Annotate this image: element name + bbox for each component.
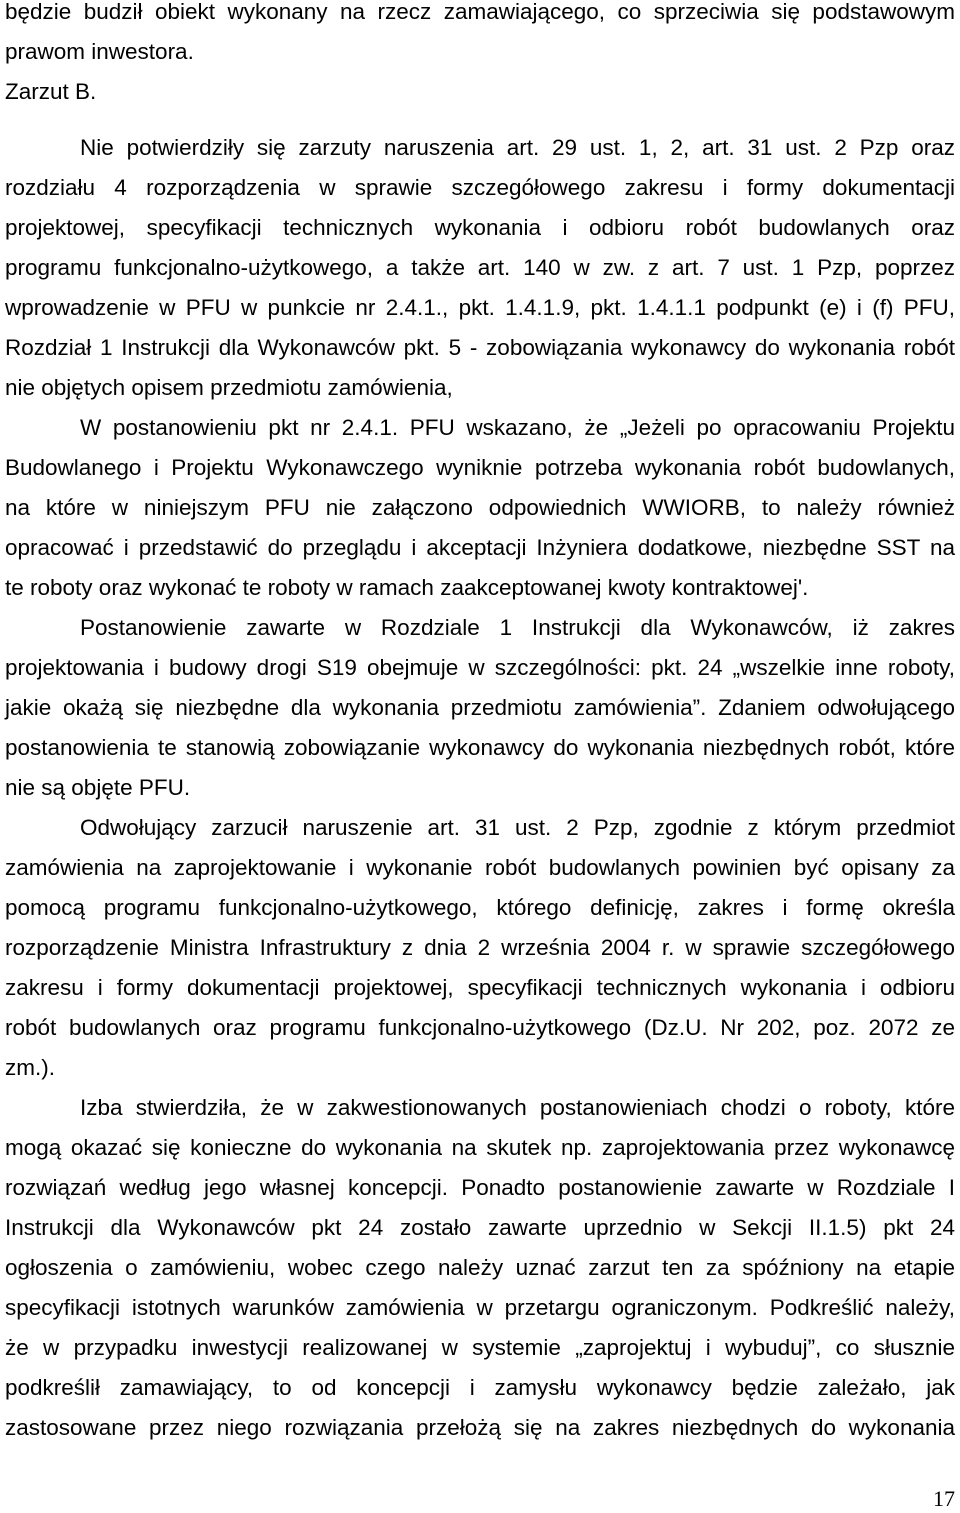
paragraph	[5, 608, 955, 808]
text-line: postanowienia te stanowią zobowiązanie wykonawcy do wykonania niezbędnych robót, które	[5, 735, 955, 760]
text-line: robót budowlanych oraz programu funkcjonalno-użytkowego (Dz.U. Nr 202, poz. 2072 ze	[5, 1015, 955, 1040]
text-line: rozwiązań według jego własnej koncepcji. Ponadto postanowienie zawarte w Rozdziale I	[5, 1175, 955, 1200]
text-line: pomocą programu funkcjonalno-użytkowego, którego definicję, zakres i formę określa	[5, 895, 955, 920]
text-line: Odwołujący zarzucił naruszenie art. 31 ust. 2 Pzp, zgodnie z którym przedmiot	[80, 815, 955, 840]
paragraph	[5, 408, 955, 608]
text-line: specyfikacji istotnych warunków zamówienia w przetargu ograniczonym. Podkreślić należy,	[5, 1295, 955, 1320]
text-line: rozdziału 4 rozporządzenia w sprawie szczegółowego zakresu i formy dokumentacji	[5, 175, 955, 200]
text-line: projektowania i budowy drogi S19 obejmuje w szczególności: pkt. 24 „wszelkie inne roboty,	[5, 655, 955, 680]
text-line: W postanowieniu pkt nr 2.4.1. PFU wskazano, że „Jeżeli po opracowaniu Projektu	[80, 415, 955, 440]
text-line: opracować i przedstawić do przeglądu i akceptacji Inżyniera dodatkowe, niezbędne SST na	[5, 535, 955, 560]
section-heading: Zarzut B.	[5, 79, 97, 104]
text-line: te roboty oraz wykonać te roboty w ramach zaakceptowanej kwoty kontraktowej'.	[5, 575, 809, 600]
text-line: nie objętych opisem przedmiotu zamówienia,	[5, 375, 453, 400]
text-line: Postanowienie zawarte w Rozdziale 1 Instrukcji dla Wykonawców, iż zakres	[80, 615, 955, 640]
paragraph	[5, 1088, 955, 1448]
text-line: Izba stwierdziła, że w zakwestionowanych postanowieniach chodzi o roboty, które	[80, 1095, 955, 1120]
text-line: rozporządzenie Ministra Infrastruktury z dnia 2 września 2004 r. w sprawie szczegółowego	[5, 935, 955, 960]
page-number: 17	[933, 1486, 955, 1511]
text-line: nie są objęte PFU.	[5, 775, 191, 800]
section-heading-block	[5, 72, 955, 112]
text-line: jakie okażą się niezbędne dla wykonania przedmiotu zamówienia”. Zdaniem odwołującego	[5, 695, 955, 720]
text-line: zamówienia na zaprojektowanie i wykonanie robót budowlanych powinien być opisany za	[5, 855, 955, 880]
text-line: będzie budził obiekt wykonany na rzecz zamawiającego, co sprzeciwia się podstawowym	[5, 0, 955, 24]
text-line: podkreślił zamawiający, to od koncepcji i zamysłu wykonawcy będzie zależało, jak	[5, 1375, 955, 1400]
document-body	[5, 0, 955, 1448]
text-line: zm.).	[5, 1055, 55, 1080]
text-line: Budowlanego i Projektu Wykonawczego wyniknie potrzeba wykonania robót budowlanych,	[5, 455, 955, 480]
text-line: mogą okazać się konieczne do wykonania na skutek np. zaprojektowania przez wykonawcę	[5, 1135, 955, 1160]
text-line: zastosowane przez niego rozwiązania przełożą się na zakres niezbędnych do wykonania	[5, 1415, 955, 1440]
text-line: Instrukcji dla Wykonawców pkt 24 zostało zawarte uprzednio w Sekcji II.1.5) pkt 24	[5, 1215, 955, 1240]
text-line: prawom inwestora.	[5, 39, 194, 64]
text-line: projektowej, specyfikacji technicznych wykonania i odbioru robót budowlanych oraz	[5, 215, 955, 240]
text-line: Nie potwierdziły się zarzuty naruszenia art. 29 ust. 1, 2, art. 31 ust. 2 Pzp oraz	[80, 135, 955, 160]
text-line: Rozdział 1 Instrukcji dla Wykonawców pkt. 5 - zobowiązania wykonawcy do wykonania robót	[5, 335, 955, 360]
paragraph	[5, 808, 955, 1088]
text-line: programu funkcjonalno-użytkowego, a także art. 140 w zw. z art. 7 ust. 1 Pzp, poprzez	[5, 255, 955, 280]
text-line: na które w niniejszym PFU nie załączono odpowiednich WWIORB, to należy również	[5, 495, 955, 520]
text-line: ogłoszenia o zamówieniu, wobec czego należy uznać zarzut ten za spóźniony na etapie	[5, 1255, 955, 1280]
text-line: wprowadzenie w PFU w punkcie nr 2.4.1., pkt. 1.4.1.9, pkt. 1.4.1.1 podpunkt (e) i (f) PFU,	[5, 295, 955, 320]
paragraph	[5, 128, 955, 408]
paragraph-continuation	[5, 0, 955, 72]
text-line: zakresu i formy dokumentacji projektowej, specyfikacji technicznych wykonania i odbioru	[5, 975, 955, 1000]
text-line: że w przypadku inwestycji realizowanej w systemie „zaprojektuj i wybuduj”, co słusznie	[5, 1335, 955, 1360]
